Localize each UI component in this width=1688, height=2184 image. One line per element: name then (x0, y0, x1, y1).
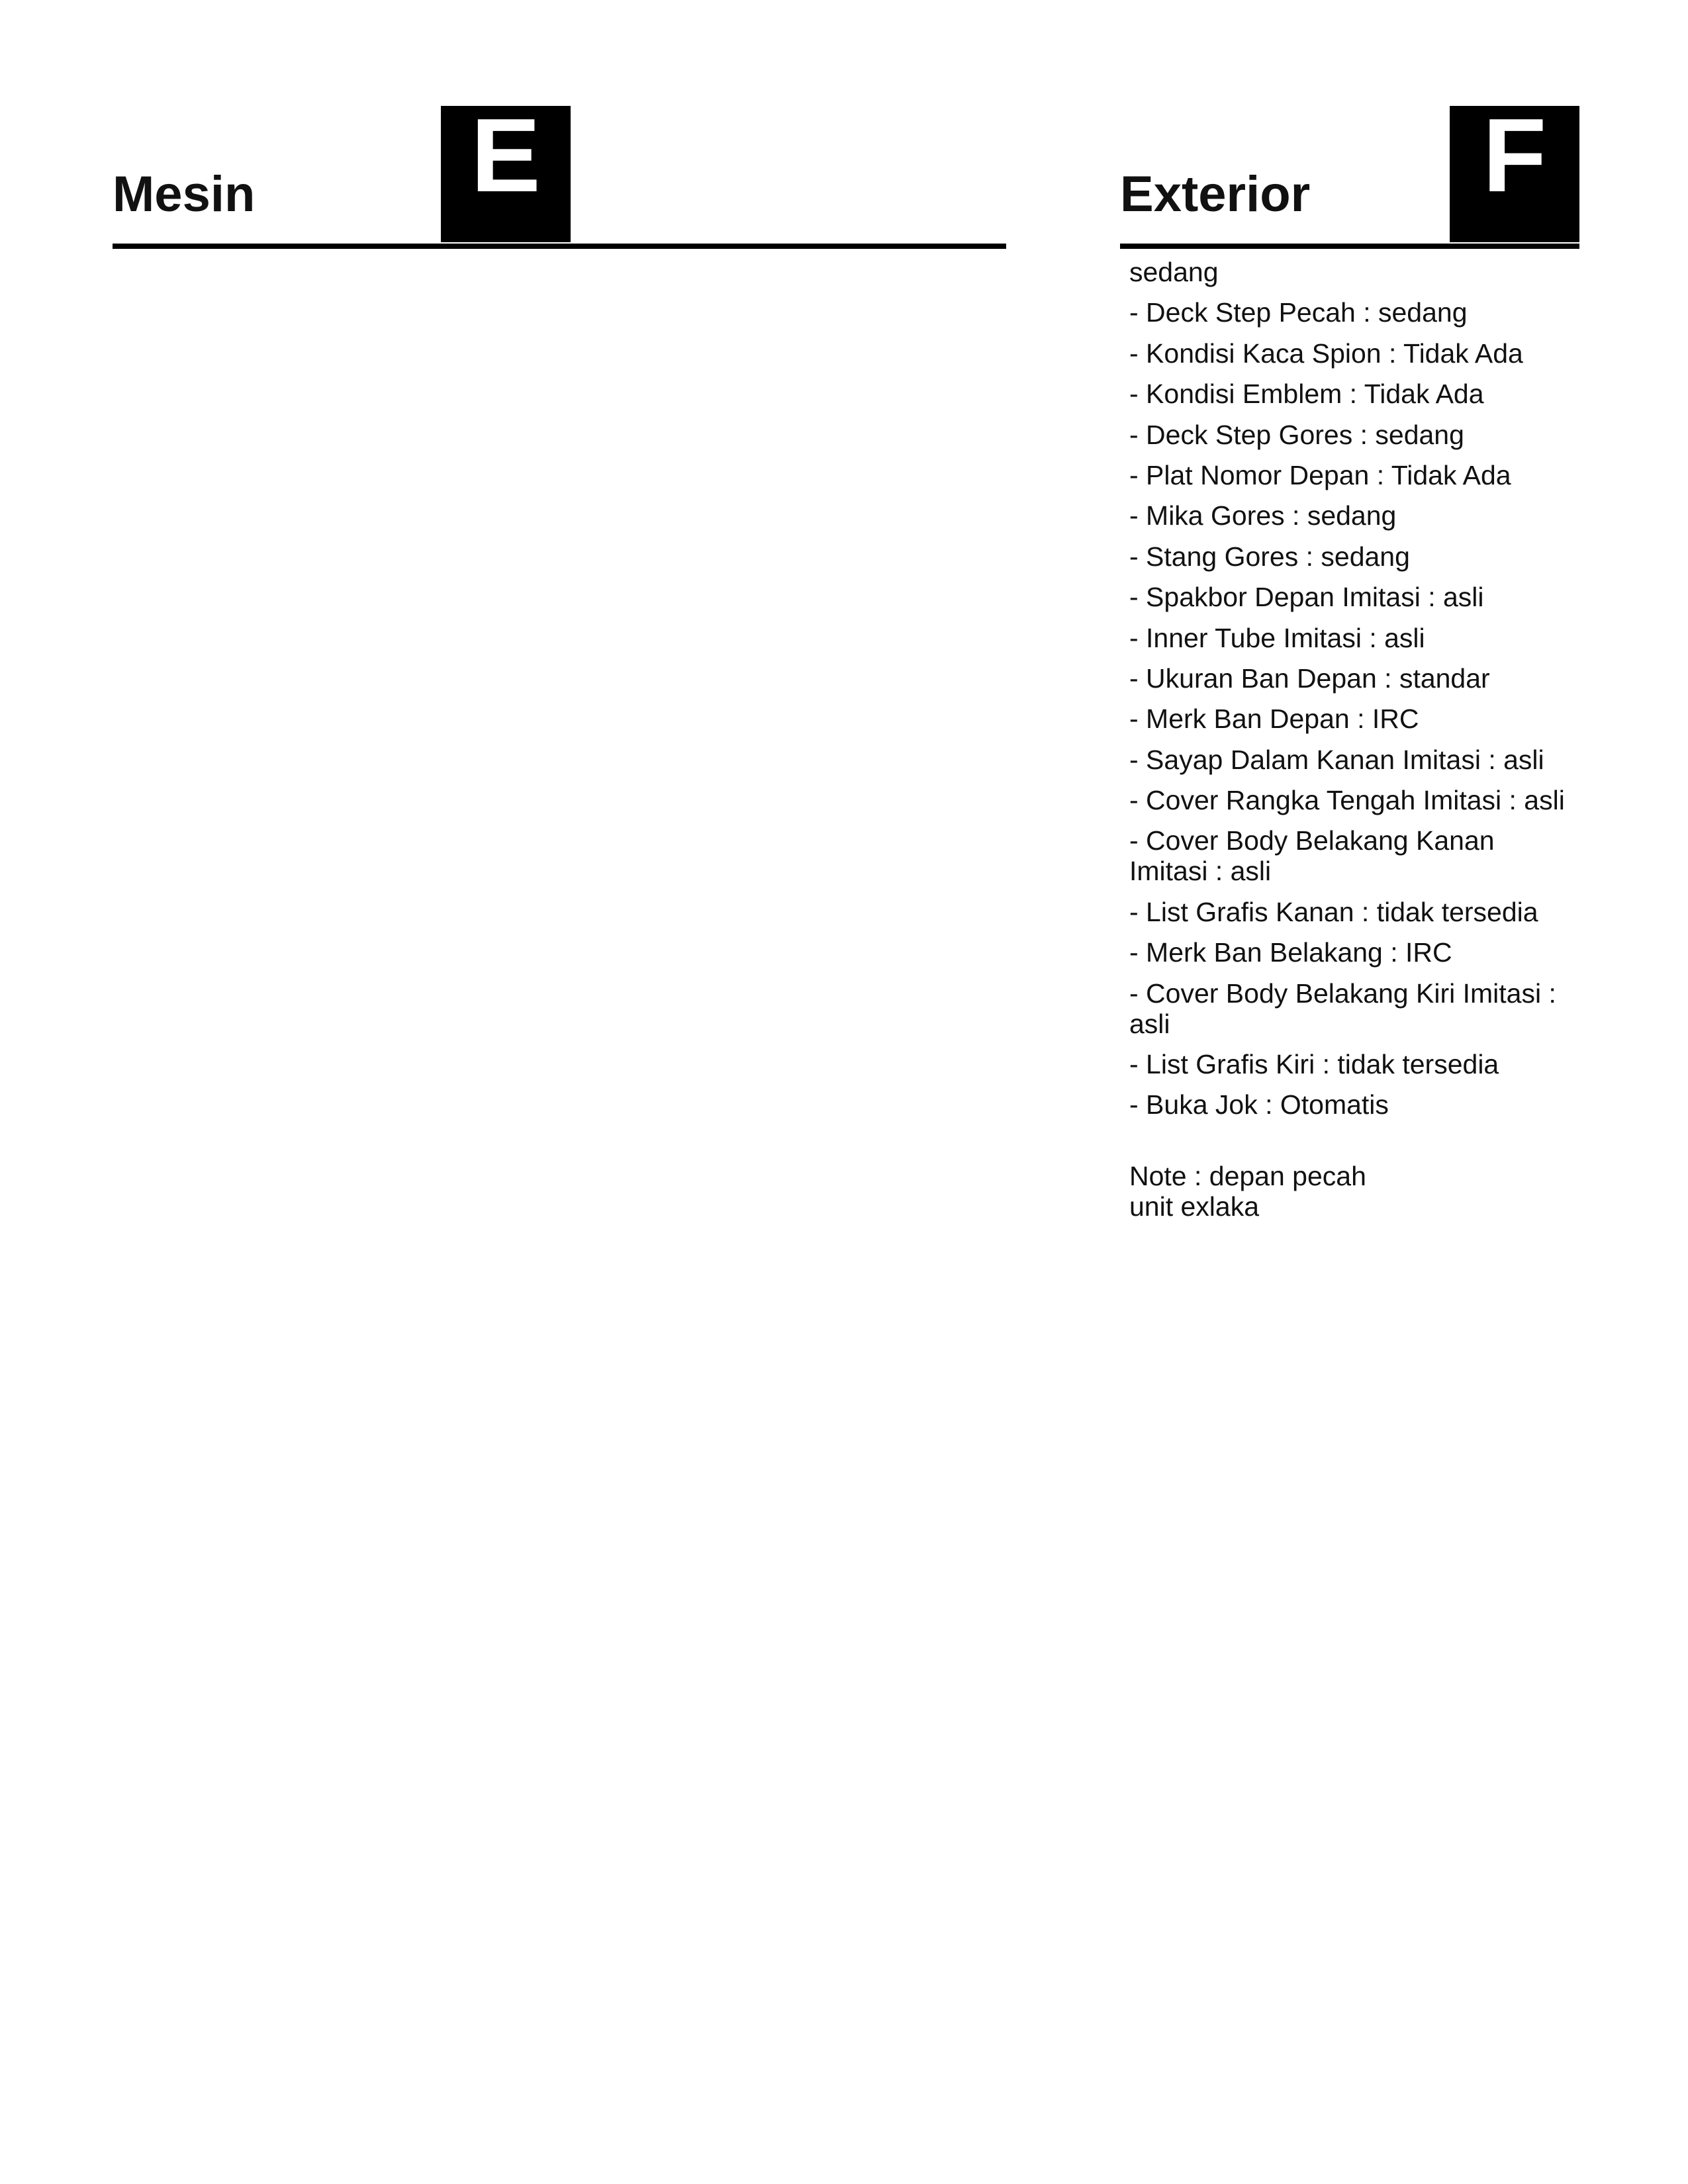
note-line: unit exlaka (1129, 1191, 1260, 1222)
list-item: - Buka Jok : Otomatis (1129, 1089, 1389, 1120)
list-item: - Cover Rangka Tengah Imitasi : asli (1129, 785, 1565, 816)
exterior-section-divider (1120, 244, 1579, 249)
mesin-section-title: Mesin (113, 166, 256, 222)
mesin-section-header (113, 97, 1006, 249)
list-item: - List Grafis Kiri : tidak tersedia (1129, 1049, 1499, 1080)
list-item: - Ukuran Ban Depan : standar (1129, 662, 1490, 694)
list-item: - Kondisi Emblem : Tidak Ada (1129, 379, 1484, 410)
list-item: - Mika Gores : sedang (1129, 500, 1397, 531)
list-item: - Cover Body Belakang Kiri Imitasi : asli (1129, 978, 1556, 1039)
list-item: - Deck Step Pecah : sedang (1129, 297, 1468, 328)
list-item: - Stang Gores : sedang (1129, 541, 1410, 572)
list-item: sedang (1129, 257, 1219, 287)
exterior-section-header (1120, 97, 1579, 249)
list-item: - Sayap Dalam Kanan Imitasi : asli (1129, 744, 1544, 775)
list-item: - Inner Tube Imitasi : asli (1129, 622, 1425, 653)
list-item: - Cover Body Belakang Kanan Imitasi : asli (1129, 825, 1495, 887)
mesin-section-badge: E (441, 106, 571, 242)
exterior-note (1129, 1161, 1566, 1222)
list-item: - List Grafis Kanan : tidak tersedia (1129, 896, 1538, 927)
note-line: Note : depan pecah (1129, 1161, 1366, 1191)
list-item: - Merk Ban Depan : IRC (1129, 704, 1419, 735)
list-item: - Kondisi Kaca Spion : Tidak Ada (1129, 338, 1523, 369)
list-item: - Deck Step Gores : sedang (1129, 419, 1464, 450)
list-item: - Plat Nomor Depan : Tidak Ada (1129, 459, 1511, 490)
exterior-section-badge: F (1450, 106, 1579, 242)
mesin-section-divider (113, 244, 1006, 249)
list-item: - Spakbor Depan Imitasi : asli (1129, 582, 1484, 613)
exterior-condition-list (1129, 257, 1566, 1130)
list-item: - Merk Ban Belakang : IRC (1129, 937, 1452, 968)
exterior-section-title: Exterior (1120, 166, 1311, 222)
